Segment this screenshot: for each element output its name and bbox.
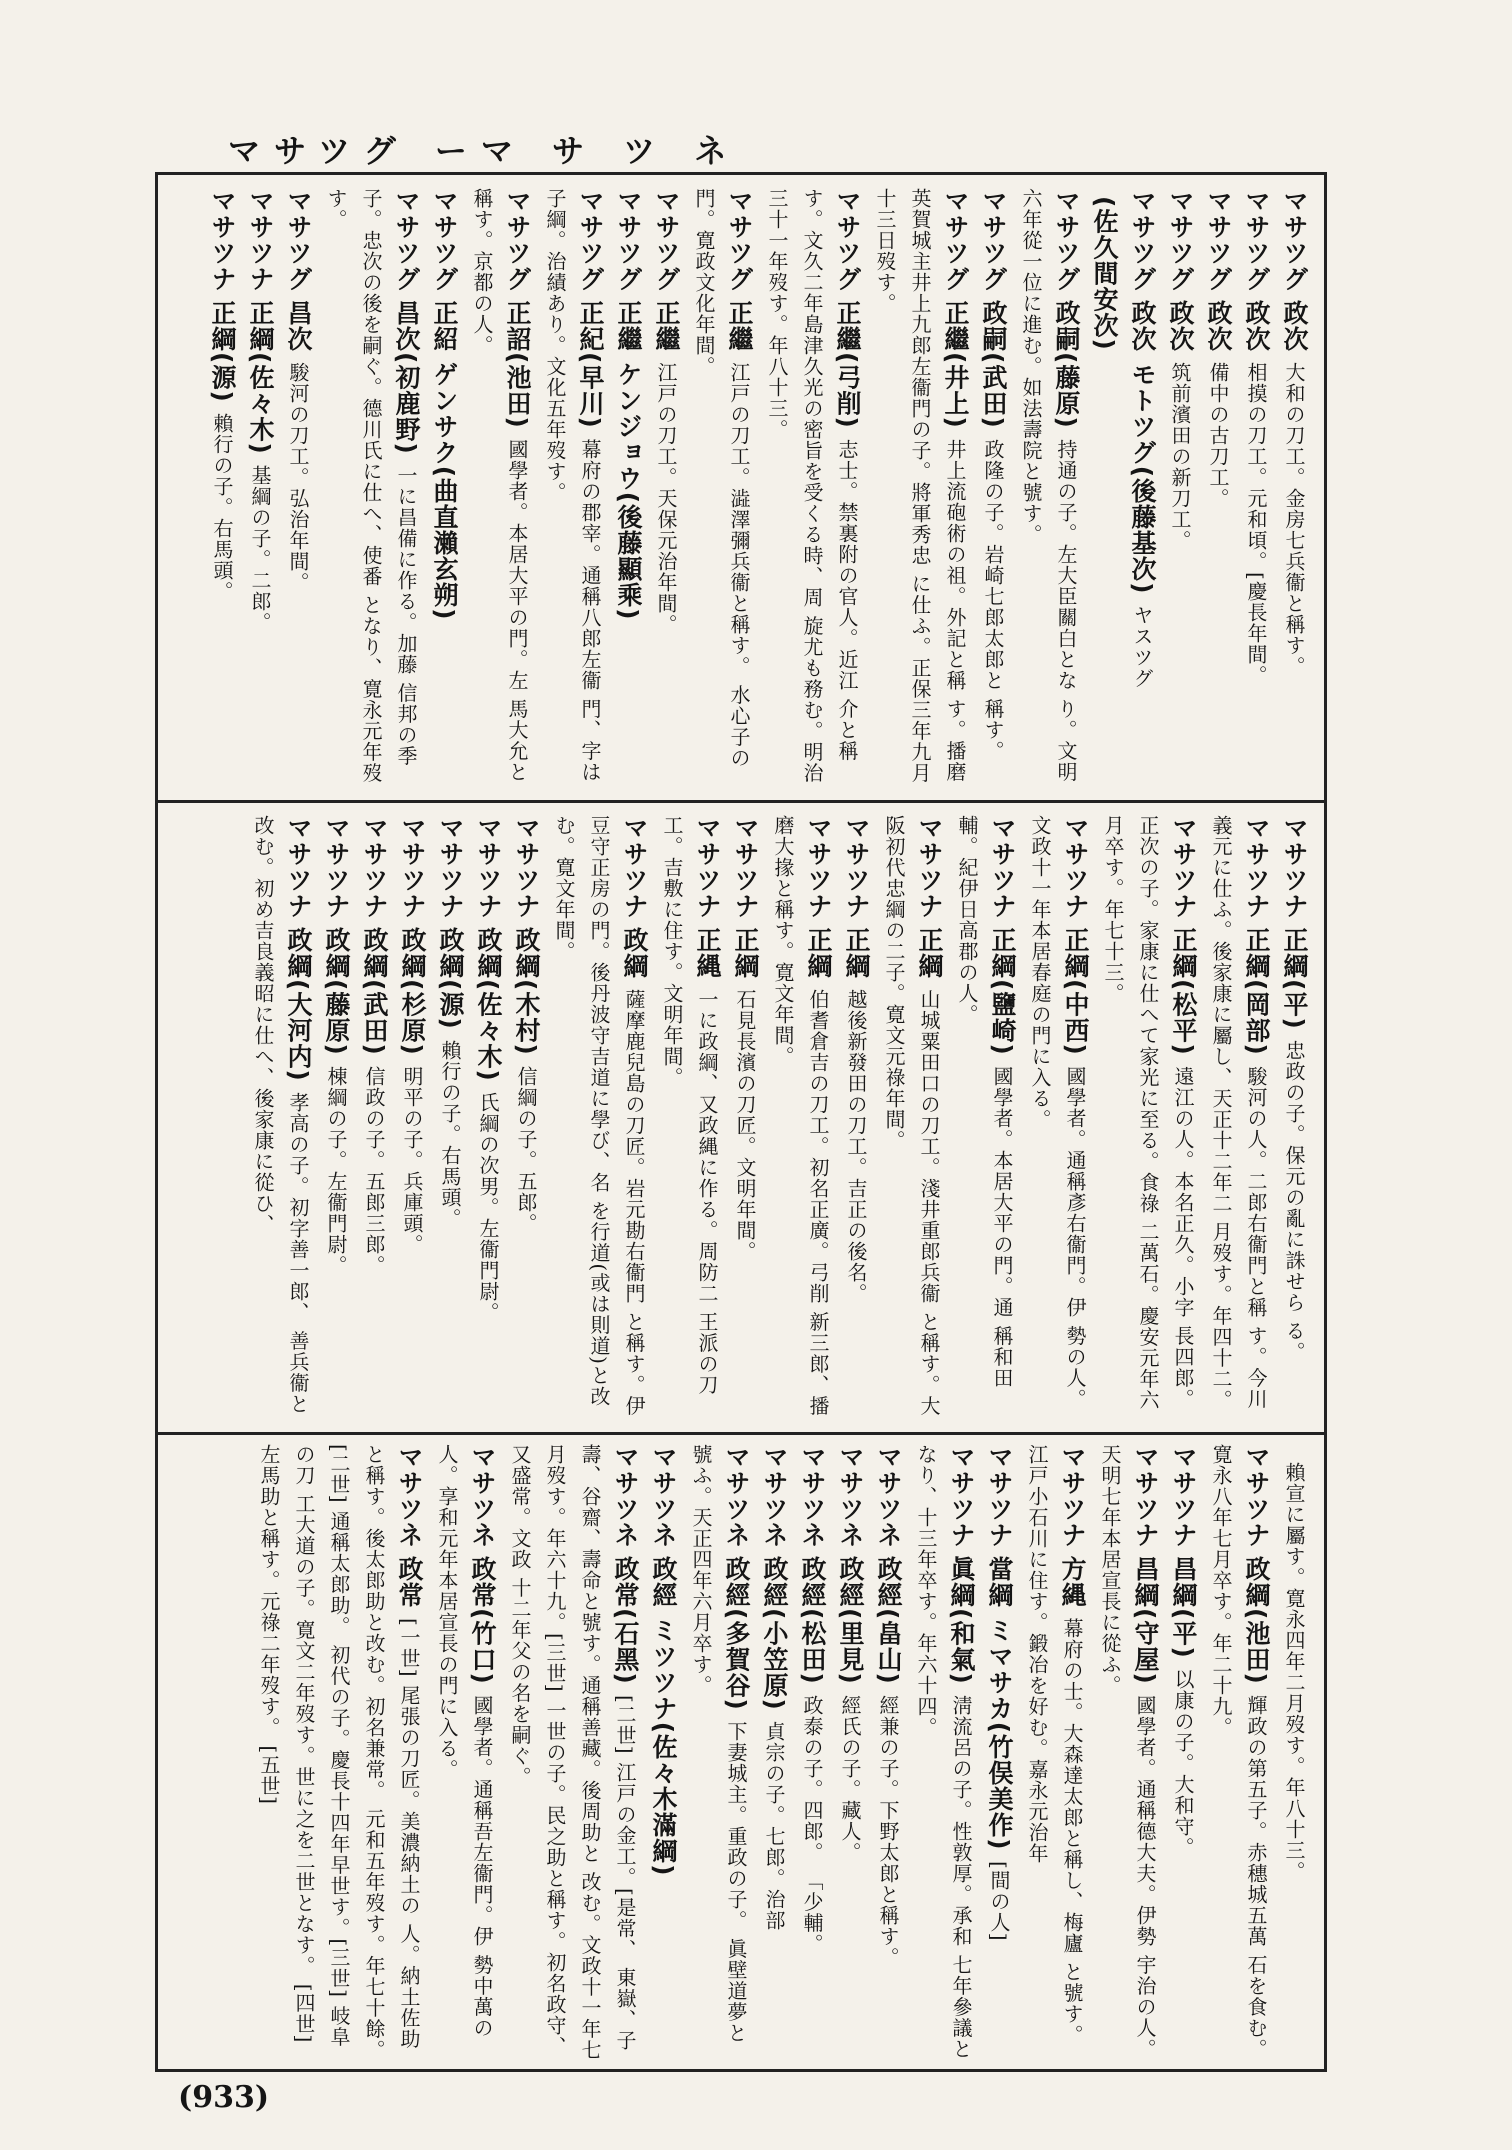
dictionary-entry [1203,815,1274,1423]
entry-headword: マサツグ [725,188,754,292]
entry-headword: マサツナ [1169,815,1198,919]
entry-name: 昌綱(平) [1169,1556,1198,1659]
entry-description: 以康の子。大和守。 [1171,1668,1195,1858]
dictionary-entry [654,815,725,1423]
dictionary-entry [756,1444,792,2062]
entry-headword: マサツナ [1242,1444,1271,1548]
entry-description: 大和の刀工。金房七兵衞と稱す。 [1282,362,1306,677]
entry-headword: マサツネ [874,1444,903,1548]
entry-description: 下妻城主。重政の子。 眞壁道夢と號ふ。天正四年六月卒す。 [689,1444,748,2044]
entry-name: 政經 ミツツナ(佐々木滿綱) [649,1556,678,1877]
entry-description: 賴行の子。右馬頭。 [210,412,234,602]
entry-description: 幕府の郡宰。通稱八郎左衞 門、字は子綱。治績あり。文化五年歿す。 [543,188,602,783]
entry-description: 經兼の子。下野太郎と稱す。 [876,1694,900,1968]
entry-headword: マサツナ [915,815,944,919]
entry-name: 政綱(杉原) [398,927,427,1056]
entry-description: [間の人] [987,1860,1011,1942]
dictionary-entry [759,188,865,790]
entry-headword: マサツナ [360,815,389,919]
entry-name: 正綱 [842,927,871,979]
entry-name: 正綱 [915,927,944,979]
entry-description: 國學者。通稱吾左衞門。伊 勢中萬の人。享和元年本居宣長の門に入る。 [435,1444,494,2039]
entry-description: [一世] 尾張の刀匠。美濃納土の 人。納土佐助と稱す。後太郎助と改む。初名兼常。 元和五年歿す。年七十餘。[二世] 通稱太郎助。 初代の子。慶長十四年早世す。[三世] 岐阜の刀 工大道の子。寛文二年歿す。世に之を二世となす。 [四世] 左馬助と稱す。元祿二年歿す。 [五世] [257,1444,421,2061]
entry-headword: マサツナ [985,1444,1014,1548]
entry-name: 正繼(井上) [941,300,970,429]
dictionary-entry [1276,188,1312,790]
entry-description: 經氏の子。藏人。 [838,1694,862,1863]
entry-description: 信政の子。五郎三郎。 [362,1065,386,1276]
entry-description: 孝高の子。初字善一郎、 善兵衞と改む。初め吉良義昭に仕へ、後家康に從ひ、 [251,815,310,1415]
dictionary-entry [508,815,544,1423]
entry-headword: マサツナ [1169,1444,1198,1548]
entry-name: 正繼(弓削) [833,300,862,429]
entry-headword: マサツグ [1128,188,1157,292]
running-head: マサツグ ーマ サ ツ ネ [228,132,741,170]
dictionary-entry [870,1444,906,2062]
entry-name: 正綱 [804,927,833,979]
entry-name: 政經(畠山) [874,1556,903,1685]
entry-description: 備中の古刀工。 [1206,362,1230,509]
dictionary-entry [1013,188,1084,790]
entry-headword: マサツナ [246,188,275,292]
entry-description: 賴宣に屬す。寛永四年二月歿す。年八十三。 [1282,1462,1306,1882]
dictionary-entry [1276,815,1312,1423]
entry-headword: マサツネ [760,1444,789,1548]
entry-name: 正綱(岡部) [1242,927,1271,1056]
entry-name: 政次 [1280,300,1309,352]
entry-headword: マサツナ [1242,815,1271,919]
entry-name: 政嗣(藤原) [1052,300,1081,429]
dictionary-entry [908,1444,979,2062]
entry-description: 信綱の子。五郎。 [514,1065,538,1234]
dictionary-entry [537,188,608,790]
dictionary-entry [1238,188,1274,790]
entry-description: 薩摩鹿兒島の刀匠。岩元勘右衞門 と稱す。伊豆守正房の門。後丹波守吉道に學び、名 を行道(或は則道)と改む。寛文年間。 [552,815,646,1417]
entry-name: 政次 [1242,300,1271,352]
entry-description: 政泰の子。四郎。 「少輔。 [800,1694,824,1955]
entry-name: 正繼 [725,300,754,352]
entry-headword: マサツナ [693,815,722,919]
entry-name: 正紀(早川) [576,300,605,429]
entry-headword: マサツナ [1131,1444,1160,1548]
entry-description: 棟綱の子。左衞門尉。 [324,1065,348,1276]
entry-name: 正縄 [693,927,722,979]
entry-name: 昌綱(守屋) [1131,1556,1160,1685]
dictionary-entry [1086,188,1122,790]
entry-headword: マサツナ [512,815,541,919]
entry-headword: マサツネ [649,1444,678,1548]
entry-headword: マサツグ [1242,188,1271,292]
entry-headword: マサツグ [979,188,1008,292]
entry-name: 眞綱(和氣) [947,1556,976,1685]
entry-description: 江戸の刀工。天保元治年間。 [654,362,678,635]
dictionary-entry [356,815,392,1423]
entry-name: 正綱(佐々木) [246,300,275,455]
dictionary-entry [794,1444,830,2062]
entry-headword: マサツグ [1166,188,1195,292]
dictionary-entry [245,815,316,1423]
dictionary-entry [975,188,1011,790]
entry-description: 氏綱の次男。左衞門尉。 [476,1091,500,1323]
dictionary-entry [318,188,424,790]
entry-headword: マサツナ [398,815,427,919]
entry-headword: マサツグ [576,188,605,292]
entry-name: 正綱(鹽崎) [988,927,1017,1056]
entry-name: 政綱(源) [436,927,465,1030]
entry-name: 政經(里見) [836,1556,865,1685]
entry-description: 志士。禁裏附の官人。近江 介と稱す。文久二年島津久光の密旨を受くる時、周 旋尤も務む。明治三十一年歿す。年八十三。 [765,188,859,784]
entry-name: 正繼 [652,300,681,352]
dictionary-entry [765,815,836,1423]
dictionary-entry [645,1444,681,2062]
entry-name: 正綱(平) [1280,927,1309,1030]
entry-name: 當綱 ミマサカ(竹俣美作) [985,1556,1014,1851]
section-middle [170,815,1312,1423]
dictionary-entry [426,188,462,790]
entry-name: 政次 [1204,300,1233,352]
entry-headword: マサツネ [611,1444,640,1548]
dictionary-entry [204,188,240,790]
entry-name: 政綱(藤原) [322,927,351,1056]
entry-headword: マサツナ [436,815,465,919]
dictionary-entry [318,815,354,1423]
page-number: (933) [178,2080,270,2115]
entry-name: 正詔(池田) [503,300,532,429]
dictionary-entry [432,815,468,1423]
entry-description: 國學者。本居大平の門。通 稱和田輔。紀伊日高郡の人。 [955,815,1014,1389]
entry-description: 一に政綱、又政縄に作る。周防二 王派の刀工。吉敷に住す。文明年間。 [660,815,719,1396]
entry-headword: マサツナ [1280,815,1309,919]
entry-description: 貞宗の子。七郎。治部 [762,1720,786,1931]
entry-name: 政次 [1166,300,1195,352]
entry-headword: マサツナ [731,815,760,919]
entry-headword: マサツグ [1204,188,1233,292]
entry-description: 幕府の士。大森達太郎と稱し、梅廬 と號す。江戸小石川に住す。鍛冶を好む。嘉永元治年 [1025,1444,1084,2046]
entry-description: [二世] 江戸の金工。[是常、 東嶽、子壽、谷齋、壽命と號す。通稱善藏。後周助と 改む。文政十一年七月歿す。年六十九。[三世] 一世の子。民之助と稱す。初名政守、又盛常。文政 十二年父の名を嗣ぐ。 [508,1444,637,2061]
entry-name: 正綱 [731,927,760,979]
entry-headword: マサツグ [833,188,862,292]
entry-headword: マサツナ [620,815,649,919]
entry-description: 持通の子。左大臣關白とな り。文明六年從一位に進む。如法壽院と號す。 [1019,188,1078,783]
entry-description: 越後新發田の刀工。吉正の後名。 [844,989,868,1304]
dictionary-entry [242,188,278,790]
entry-description: 山城粟田口の刀工。淺井重郎兵衞 と稱す。大阪初代忠綱の二子。寛文元祿年間。 [882,815,941,1417]
entry-description: ヤスツグ [1130,604,1154,689]
entry-description: 國學者。本居大平の門。左 馬大允と稱す。京都の人。 [470,188,529,783]
entry-name: 政常(竹口) [468,1556,497,1685]
entry-name: 正繼 ケンジョウ(後藤顯乘) [614,300,643,621]
dictionary-entry [546,815,652,1423]
dictionary-entry [838,815,874,1423]
entry-description: 江戸の刀工。澁澤彌兵衞と稱す。 水心子の門。寛政文化年間。 [692,188,751,769]
entry-name: 政經(多賀谷) [722,1556,751,1711]
dictionary-entry [1165,1444,1201,2062]
entry-description: 賴行の子。右馬頭。 [438,1039,462,1229]
entry-description: 相摸の刀工。元和頃。[慶長年間。 [1244,362,1268,686]
dictionary-entry [1124,188,1160,790]
section-top [170,188,1312,790]
entry-description: 基綱の子。二郎。 [248,464,272,633]
entry-headword: マサツグ [1280,188,1309,292]
dictionary-entry [648,188,684,790]
dictionary-entry [1200,188,1236,790]
entry-headword: マサツグ [941,188,970,292]
section-divider [155,800,1327,803]
entry-description: 駿河の刀工。弘治年間。 [286,362,310,593]
entry-description: 忠政の子。保元の亂に誅せら る。 [1282,1039,1306,1363]
entry-headword: マサツグ [392,188,421,292]
dictionary-entry [1203,1444,1274,2062]
dictionary-entry [727,815,763,1423]
entry-headword: マサツネ [722,1444,751,1548]
entry-headword: マサツグ [503,188,532,292]
dictionary-entry [280,188,316,790]
entry-name: 方縄 [1058,1556,1087,1608]
entry-description: 一に昌備に作る。加藤 信邦の季子。忠次の後を嗣ぐ。德川氏に仕へ、使番 となり、寛永元年歿す。 [324,188,418,784]
entry-description: 駿河の人。二郎右衞門と稱 す。今川義元に仕ふ。後家康に屬し、天正十二年二 月歿す。年四十二。 [1209,815,1268,1411]
entry-headword: マサツナ [842,815,871,919]
dictionary-entry [610,188,646,790]
dictionary-entry [876,815,947,1423]
entry-headword: マサツグ [1052,188,1081,292]
entry-headword: マサツグ [652,188,681,292]
entry-description: 輝政の第五子。赤穗城五萬 石を食む。寛永八年七月卒す。年二十九。 [1209,1444,1268,2060]
entry-name: 政次 モトツグ(後藤基次) [1128,300,1157,595]
entry-description: 淸流呂の子。性敦厚。承和 七年參議となり、十三年卒す。年六十四。 [914,1444,973,2060]
entry-name: 政綱(池田) [1242,1556,1271,1685]
dictionary-entry [867,188,973,790]
dictionary-entry [981,1444,1017,2062]
entry-name: 政經(松田) [798,1556,827,1685]
entry-description: 遠江の人。本名正久。小字 長四郎。正次の子。家康に仕へて家光に至る。食祿 二萬石。慶安元年六月卒す。年七十三。 [1101,815,1195,1411]
entry-headword: マサツナ [208,188,237,292]
entry-name: 正紹 ゲンサク(曲直瀨玄朔) [430,300,459,621]
entry-name: 政綱(大河内) [284,927,313,1082]
entry-headword: マサツグ [284,188,313,292]
entry-name: 昌次(初鹿野) [392,300,421,455]
entry-headword: マサツネ [395,1444,424,1548]
entry-headword: マサツナ [474,815,503,919]
entry-name: 政綱(武田) [360,927,389,1056]
entry-description: 明平の子。兵庫頭。 [400,1065,424,1255]
entry-headword: マサツグ [430,188,459,292]
entry-description: 石見長濱の刀匠。文明年間。 [733,989,757,1262]
entry-headword: マサツナ [322,815,351,919]
entry-name: 正綱(松平) [1169,927,1198,1056]
dictionary-entry [394,815,430,1423]
entry-description: 國學者。通稱彥右衞門。伊 勢の人。文政十一年本居春庭の門に入る。 [1028,815,1087,1410]
dictionary-entry [1162,188,1198,790]
dictionary-entry [949,815,1020,1423]
entry-description: 井上流砲術の祖。外記と稱 す。播磨英賀城主井上九郎左衞門の子。將軍秀忠 に仕ふ。正保三年九月十三日歿す。 [873,188,967,784]
dictionary-entry [686,188,757,790]
dictionary-entry [1276,1444,1312,2062]
dictionary-entry [683,1444,754,2062]
entry-description: 筑前濱田の新刀工。 [1168,362,1192,551]
dictionary-entry [1019,1444,1090,2062]
dictionary-entry [1022,815,1093,1423]
dictionary-entry [464,188,535,790]
dictionary-entry [832,1444,868,2062]
entry-headword: マサツグ [614,188,643,292]
entry-headword: マサツナ [947,1444,976,1548]
dictionary-entry [429,1444,500,2062]
entry-description: 國學者。通稱德大夫。伊勢 宇治の人。天明七年本居宣長に從ふ。 [1098,1444,1157,2060]
entry-headword: マサツナ [804,815,833,919]
entry-name: 政常(石黑) [611,1556,640,1685]
entry-name: (佐久間安次) [1090,196,1119,351]
section-bottom [170,1444,1312,2062]
section-divider [155,1432,1327,1435]
entry-name: 政綱(佐々木) [474,927,503,1082]
dictionary-entry [470,815,506,1423]
entry-name: 政綱(木村) [512,927,541,1056]
entry-name: 昌次 [284,300,313,352]
entry-name: 正綱(源) [208,300,237,403]
dictionary-entry [1095,815,1201,1423]
entry-name: 政嗣(武田) [979,300,1008,429]
entry-headword: マサツネ [468,1444,497,1548]
entry-name: 政常 [395,1556,424,1608]
entry-name: 正綱(中西) [1061,927,1090,1056]
dictionary-entry [502,1444,643,2062]
entry-headword: マサツナ [988,815,1017,919]
entry-headword: マサツナ [1061,815,1090,919]
entry-description: 伯耆倉吉の刀工。初名正廣。弓削 新三郎、播磨大掾と稱す。寛文年間。 [771,815,830,1417]
dictionary-entry [251,1444,427,2062]
entry-description: 政隆の子。岩崎七郎太郎と 稱す。 [981,438,1005,762]
entry-headword: マサツナ [1058,1444,1087,1548]
entry-name: 政經(小笠原) [760,1556,789,1711]
entry-name: 政綱 [620,927,649,979]
entry-headword: マサツネ [836,1444,865,1548]
entry-headword: マサツネ [798,1444,827,1548]
dictionary-entry [1092,1444,1163,2062]
entry-headword: マサツナ [284,815,313,919]
